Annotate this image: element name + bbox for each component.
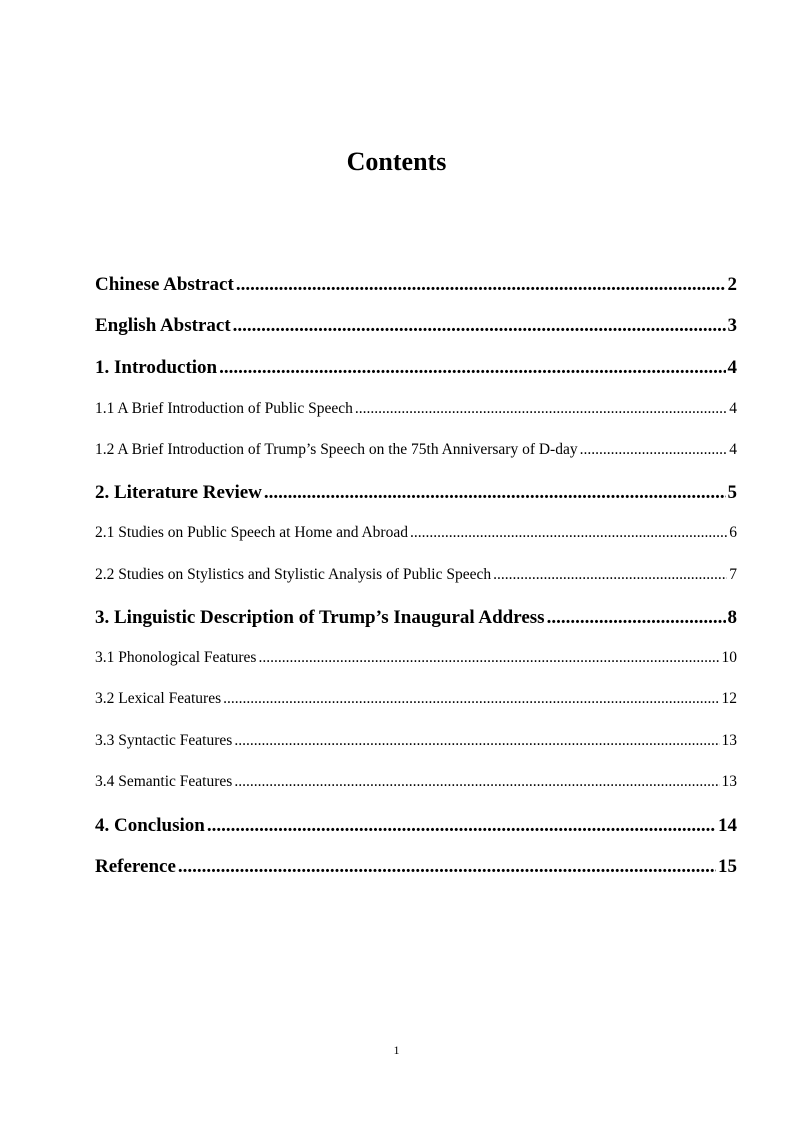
dot-leader <box>236 274 726 296</box>
toc-entry-english-abstract[interactable] <box>95 315 737 341</box>
dot-leader <box>493 566 727 584</box>
toc-entry-conclusion[interactable] <box>95 815 737 841</box>
dot-leader <box>219 357 725 379</box>
toc-entry-title: English Abstract <box>95 315 231 336</box>
toc-entry-3-2[interactable] <box>95 690 737 712</box>
toc-entry-3-3[interactable] <box>95 732 737 754</box>
toc-entry-3-4[interactable] <box>95 773 737 795</box>
toc-entry-page: 4 <box>729 441 737 458</box>
toc-entry-title: 3. Linguistic Description of Trump’s Inaugural Address <box>95 607 545 628</box>
toc-entry-page: 3 <box>727 315 737 336</box>
dot-leader <box>234 773 719 791</box>
toc-entry-page: 13 <box>721 773 737 790</box>
toc-entry-title: 2. Literature Review <box>95 482 262 503</box>
toc-entry-chinese-abstract[interactable] <box>95 274 737 300</box>
toc-entry-page: 15 <box>718 856 737 877</box>
toc-entry-title: 3.2 Lexical Features <box>95 690 222 707</box>
toc-entry-reference[interactable] <box>95 856 737 882</box>
dot-leader <box>178 856 716 878</box>
page-title: Contents <box>346 147 447 176</box>
toc-entry-title: 3.4 Semantic Features <box>95 773 233 790</box>
toc-entry-page: 4 <box>727 357 737 378</box>
toc-entry-page: 5 <box>727 482 737 503</box>
toc-entry-page: 6 <box>729 524 737 541</box>
dot-leader <box>223 690 719 708</box>
dot-leader <box>234 732 719 750</box>
toc-entry-3-1[interactable] <box>95 649 737 671</box>
toc-entry-title: 1.1 A Brief Introduction of Public Speech <box>95 400 353 417</box>
dot-leader <box>264 482 726 504</box>
toc-entry-title: 3.1 Phonological Features <box>95 649 257 666</box>
dot-leader <box>355 400 727 418</box>
toc-entry-page: 12 <box>721 690 737 707</box>
toc-entry-page: 8 <box>727 607 737 628</box>
dot-leader <box>547 607 726 629</box>
toc-entry-1-2[interactable] <box>95 441 737 463</box>
toc-entry-page: 4 <box>729 400 737 417</box>
toc-entry-title: 2.1 Studies on Public Speech at Home and Abroad <box>95 524 408 541</box>
dot-leader <box>233 315 726 337</box>
toc-entry-title: 1. Introduction <box>95 357 218 378</box>
toc-entry-page: 7 <box>729 566 737 583</box>
toc-entry-page: 13 <box>721 732 737 749</box>
toc-entry-title: 2.2 Studies on Stylistics and Stylistic Analysis of Public Speech <box>95 566 492 583</box>
dot-leader <box>258 649 719 667</box>
toc-entry-literature-review[interactable] <box>95 482 737 508</box>
toc-entry-title: 1.2 A Brief Introduction of Trump’s Speech on the 75th Anniversary of D-day <box>95 441 578 458</box>
toc-entry-title: Reference <box>95 856 176 877</box>
toc-entry-2-1[interactable] <box>95 524 737 546</box>
toc-entry-title: Chinese Abstract <box>95 274 234 295</box>
toc-entry-2-2[interactable] <box>95 566 737 588</box>
toc-entry-page: 10 <box>721 649 737 666</box>
dot-leader <box>580 441 728 459</box>
toc-entry-page: 14 <box>718 815 737 836</box>
dot-leader <box>207 815 716 837</box>
toc-entry-introduction[interactable] <box>95 357 737 383</box>
toc-entry-linguistic-description[interactable] <box>95 607 737 633</box>
toc-entry-title: 3.3 Syntactic Features <box>95 732 233 749</box>
footer-page-number: 1 <box>393 1043 400 1057</box>
dot-leader <box>410 524 727 542</box>
toc-entry-1-1[interactable] <box>95 400 737 422</box>
toc-entry-title: 4. Conclusion <box>95 815 205 836</box>
toc-entry-page: 2 <box>727 274 737 295</box>
